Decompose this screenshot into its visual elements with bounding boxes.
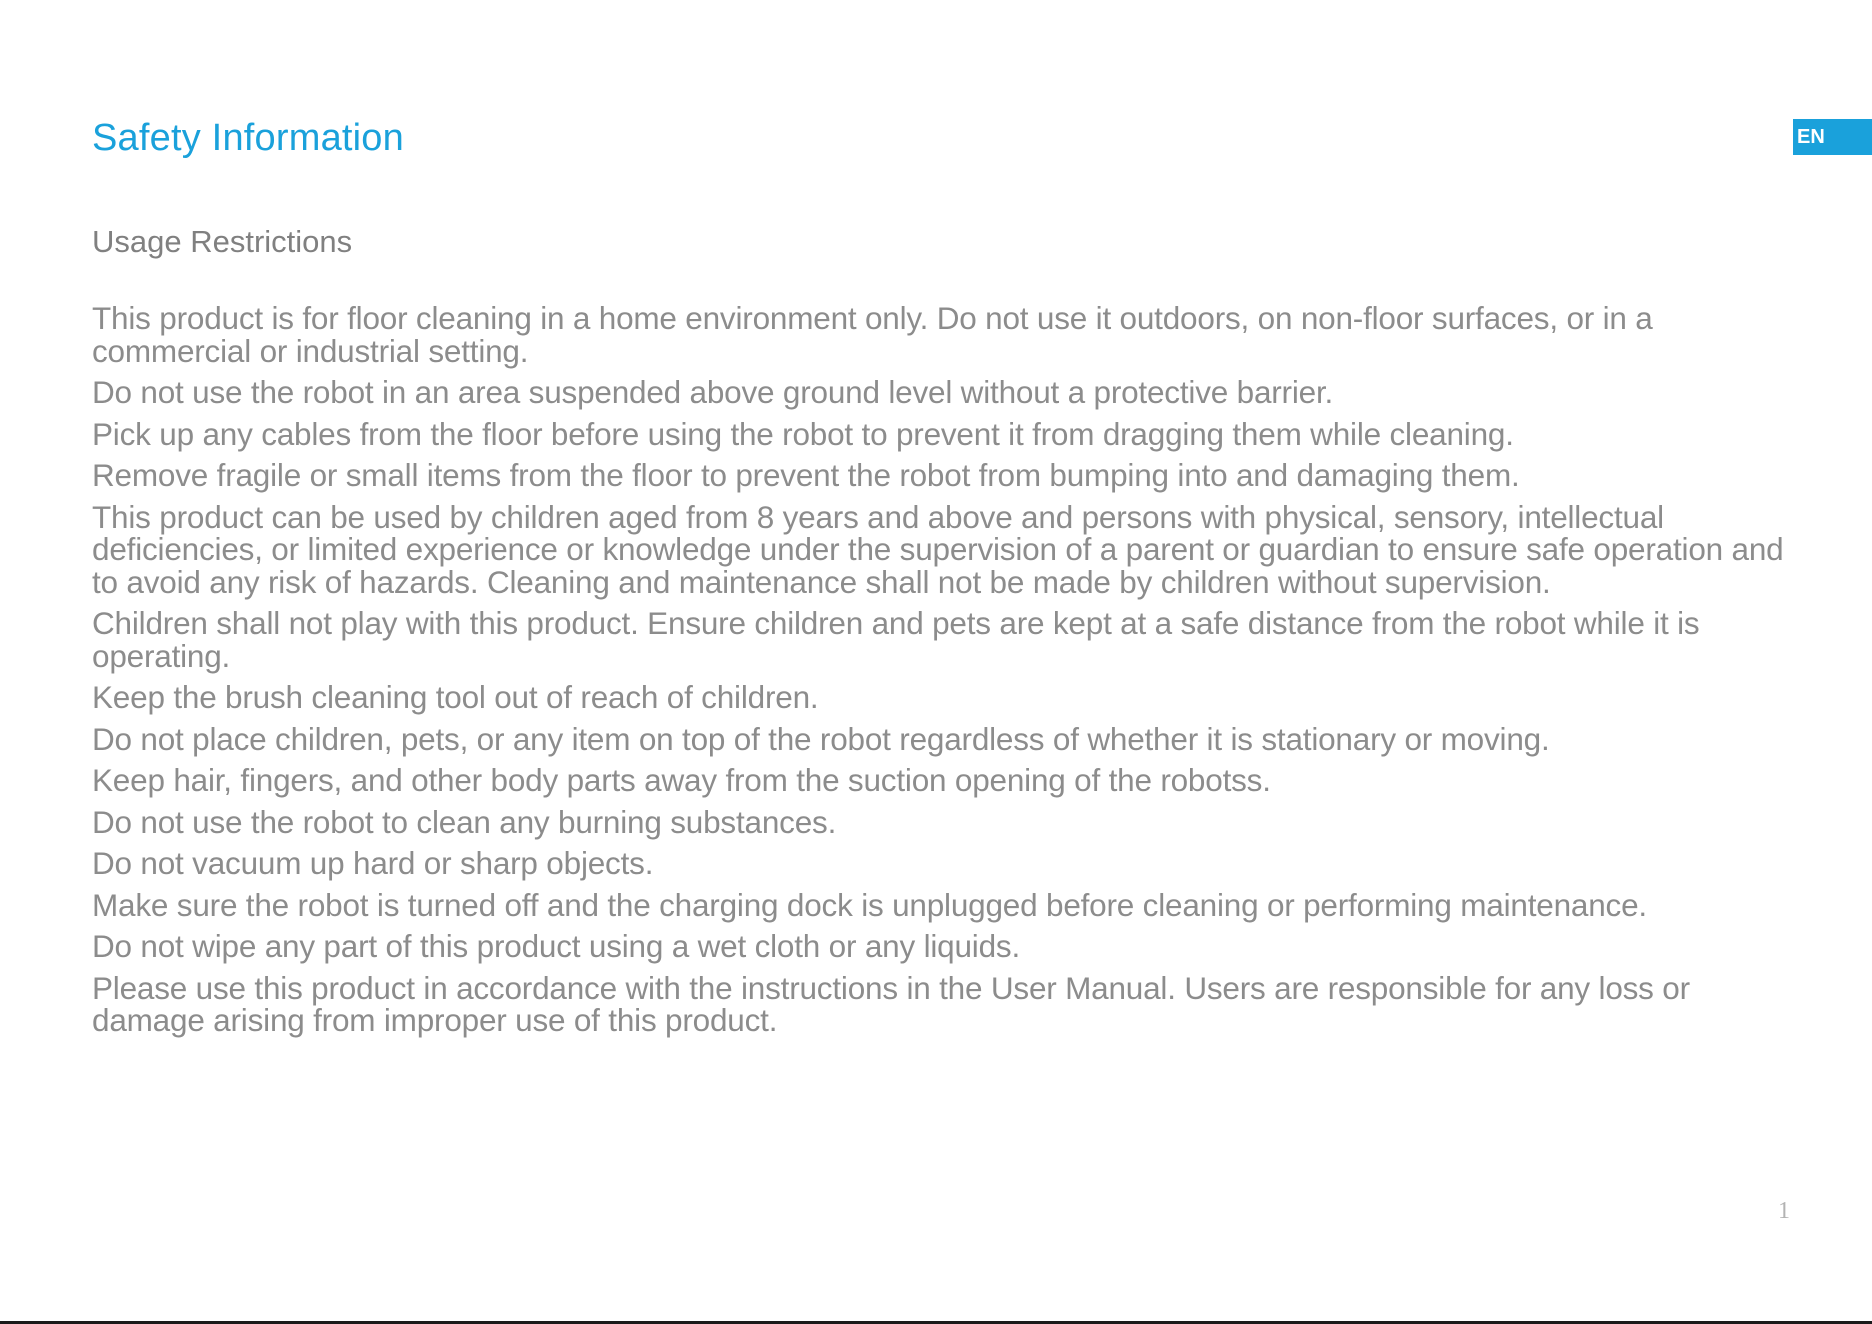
language-badge: EN bbox=[1793, 119, 1872, 155]
list-item: Do not vacuum up hard or sharp objects. bbox=[92, 845, 654, 881]
section-heading: Usage Restrictions bbox=[92, 224, 353, 259]
list-item: Make sure the robot is turned off and the charging dock is unplugged before cleaning or performing maintenance. bbox=[92, 886, 1647, 923]
list-item: Keep the brush cleaning tool out of reach of children. bbox=[92, 679, 819, 715]
page-title: Safety Information bbox=[92, 117, 404, 159]
page-number: 1 bbox=[1778, 1198, 1790, 1224]
list-item: Do not place children, pets, or any item on top of the robot regardless of whether it is stationary or moving. bbox=[92, 720, 1550, 757]
list-item: Remove fragile or small items from the floor to prevent the robot from bumping into and damaging them. bbox=[92, 457, 1520, 493]
list-item: This product can be used by children aged from 8 years and above and persons with physical, sensory, intellectual deficiencies, or limited experience or knowledge under the supervision of a parent or guardian to ensure safe operation and to avoid any risk of hazards. Cleaning and maintenance shall not be made by children without supervision. bbox=[92, 498, 1784, 600]
list-item: Do not wipe any part of this product using a wet cloth or any liquids. bbox=[92, 928, 1021, 964]
list-item: This product is for floor cleaning in a home environment only. Do not use it outdoors, on non-floor surfaces, or in a commercial or industrial setting. bbox=[92, 300, 1653, 369]
list-item: Children shall not play with this product. Ensure children and pets are kept at a safe distance from the robot while it is operating. bbox=[92, 605, 1700, 674]
list-item: Please use this product in accordance with the instructions in the User Manual. Users are responsible for any loss or damage arising from improper use of this product. bbox=[92, 969, 1690, 1038]
list-item: Do not use the robot to clean any burning substances. bbox=[92, 803, 837, 840]
list-item: Do not use the robot in an area suspended above ground level without a protective barrier. bbox=[92, 374, 1334, 410]
list-item: Keep hair, fingers, and other body parts away from the suction opening of the robotss. bbox=[92, 762, 1271, 798]
list-item: Pick up any cables from the floor before using the robot to prevent it from dragging them while cleaning. bbox=[92, 415, 1514, 452]
restrictions-list bbox=[92, 302, 1792, 1046]
